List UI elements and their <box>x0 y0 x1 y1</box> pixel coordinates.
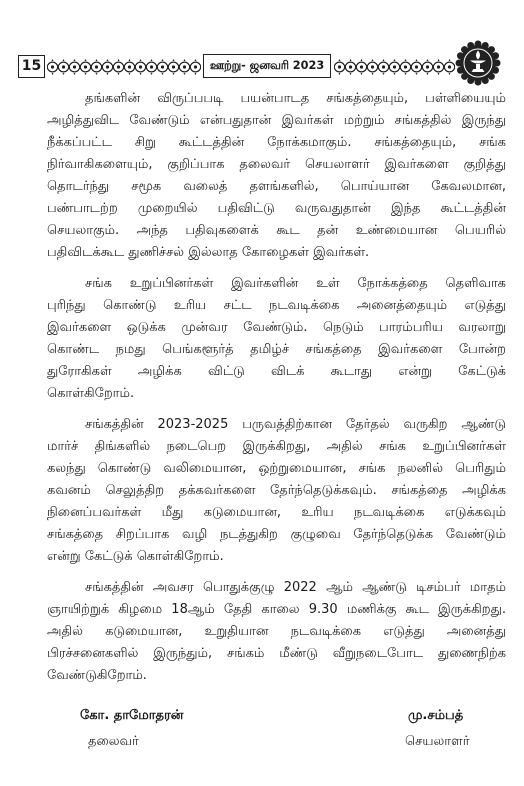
text-line: செயலாகும். அந்த பதிவுகளைக் கூட தன் உண்மையான பெயரில் <box>47 223 506 238</box>
text-line: இவர்களை ஒடுக்க முன்வர வேண்டும். நெடும் பாரம்பரிய வரலாறு <box>47 320 506 335</box>
text-line: கொண்ட நமது பெங்களூர்த் தமிழ்ச் சங்கத்தை இவர்களை போன்ற <box>47 342 506 357</box>
ornament-border-right-icon <box>334 58 455 76</box>
emblem-icon <box>455 40 501 86</box>
text-line: தொடர்ந்து சமூக வலைத் தளங்களில், பொய்யான கேவலமான, <box>47 179 506 194</box>
ornament-border-left-icon <box>47 58 201 76</box>
secretary-name: மு.சம்பத் <box>408 708 464 723</box>
text-line: கலந்து கொண்டு வலிமையான, ஒற்றுமையான, சங்க நலனில் பெரிதும் <box>47 461 506 476</box>
text-line: நிர்வாகிகளையும், குறிப்பாக தலைவர் செயலாளர் இவர்களை குறித்து <box>47 157 506 172</box>
paragraph-2 <box>47 273 506 405</box>
text-line: அதில் கடுமையான, உறுதியான நடவடிக்கை எடுத்து அனைத்து <box>47 624 506 639</box>
paragraph-3 <box>47 414 506 568</box>
secretary-title: செயலாளர் <box>405 734 470 749</box>
president-title: தலைவர் <box>88 734 139 749</box>
text-line: நினைப்பவர்கள் மீது கடுமையான, உரிய நடவடிக்கை எடுக்கவும் <box>47 505 506 520</box>
paragraph-1 <box>47 88 506 264</box>
text-line: பதிவிடக்கூட துணிச்சல் இல்லாத கோழைகள் இவர்கள். <box>47 245 370 260</box>
text-line: பிரச்சனைகளில் இருந்தும், சங்கம் மீண்டு வீறுநடைபோட துணைநிற்க <box>47 646 506 661</box>
text-line: தங்களின் விருப்பபடி பயன்பாடத சங்கத்தையும், பள்ளியையும் <box>85 91 506 106</box>
text-line: கொள்கிறோம். <box>47 386 135 401</box>
text-line: அழித்துவிட வேண்டும் என்பதுதான் இவர்கள் மற்றும் சங்கத்தில் இருந்து <box>47 113 506 128</box>
magazine-title: ஊற்று- ஜனவரி 2023 <box>203 54 331 78</box>
text-line: புரிந்து கொண்டு உரிய சட்ட நடவடிக்கை அனைத்தையும் எடுத்து <box>47 298 506 313</box>
article-body <box>47 88 506 687</box>
text-line: சங்கத்தை சிறப்பாக வழி நடத்துகிற குழுவை தேர்ந்தெடுக்க வேண்டும் <box>47 527 506 542</box>
text-line: வேண்டுகிறோம். <box>47 668 147 683</box>
president-name: கோ. தாமோதரன் <box>80 708 184 723</box>
text-line: பண்பாடற்ற முறையில் பதிவிட்டு வருவதுதான் இந்த கூட்டத்தின் <box>47 201 506 216</box>
paragraph-4 <box>47 577 506 687</box>
text-line: ஞாயிற்றுக் கிழமை 18ஆம் தேதி காலை 9.30 மணிக்கு கூட இருக்கிறது. <box>47 602 506 617</box>
page-number: 15 <box>18 55 45 78</box>
text-line: சங்கத்தின் அவசர பொதுக்குழு 2022 ஆம் ஆண்டு டிசம்பர் மாதம் <box>85 580 506 595</box>
text-line: மார்ச் திங்களில் நடைபெற இருக்கிறது, அதில் சங்க உறுப்பினர்கள் <box>47 439 506 454</box>
text-line: என்று கேட்டுக் கொள்கிறோம். <box>47 549 224 564</box>
text-line: துரோகிகள் அழிக்க விட்டு விடக் கூடாது என்று கேட்டுக் <box>47 364 506 379</box>
text-line: சங்க உறுப்பினர்கள் இவர்களின் உள் நோக்கத்தை தெளிவாக <box>85 276 506 291</box>
text-line: சங்கத்தின் 2023-2025 பருவத்திற்கான தேர்தல் வருகிற ஆண்டு <box>85 417 506 432</box>
text-line: நீக்கப்பட்ட சிறு கூட்டத்தின் நோக்கமாகும். சங்கத்தையும், சங்க <box>47 135 506 150</box>
text-line: கவனம் செலுத்திற தக்கவர்களை தேர்ந்தெடுக்கவும். சங்கத்தை அழிக்க <box>47 483 506 498</box>
